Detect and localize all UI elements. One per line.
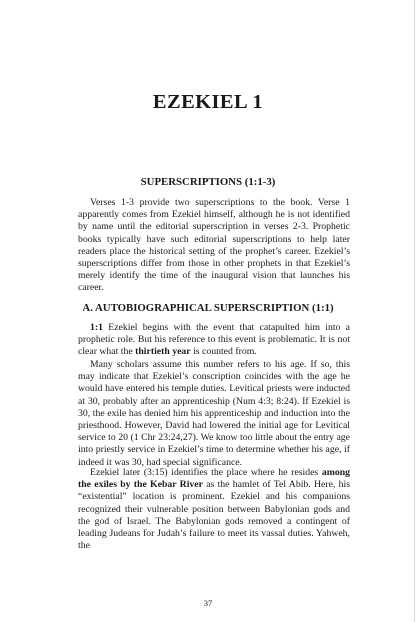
- paragraph-text: Ezekiel later (3:15) identifies the place where he resides: [90, 467, 322, 478]
- lemma-phrase: among the exiles by the Kebar River: [78, 467, 350, 491]
- intro-paragraph: Verses 1-3 provide two superscriptions to the book. Verse 1 apparently comes from Ezekiel himself, although he is not identified by name until the editorial superscription in verses 2-3. Prophetic books typically have such editorial superscriptions to help later readers place the historical setting of the prophet’s career. Ezekiel’s superscriptions differ from those in other prophets in that Ezekiel’s merely identify the time of the inaugural vision that launches his career.: [78, 197, 350, 294]
- chapter-title: EZEKIEL 1: [152, 91, 264, 113]
- paragraph-text: as the hamlet of Tel Abib. Here, his “existential” location is prominent. Ezekiel and his companions recognized their vulnerable position between Babylonian gods and the god of Israel. The Babylonian gods removed a contingent of leading Judeans for Judah’s failure to meet its vassal duties. Yahweh, the: [78, 479, 350, 552]
- commentary-paragraph-3: [78, 467, 350, 552]
- lemma-phrase: thirtieth year: [135, 346, 191, 358]
- commentary-paragraph-1: [78, 322, 350, 359]
- section-heading: SUPERSCRIPTIONS (1:1-3): [140, 176, 276, 188]
- paragraph-text: Ezekiel begins with the event that catapulted him into a prophetic role. But his reference to this event is problematic. It is not clear what the: [78, 322, 350, 358]
- paragraph-text: is counted from.: [190, 346, 257, 358]
- commentary-paragraph-2: Many scholars assume this number refers to his age. If so, this may indicate that Ezekiel’s conscription coincides with the age he would have entered his temple duties. Levitical priests were inducted at 30, probably after an apprenticeship (Num 4:3; 8:24). If Ezekiel is 30, the exile has denied him his apprenticeship and induction into the priesthood. However, David had lowered the initial age for Levitical service to 20 (1 Chr 23:24,27). We know too little about the entry age into priestly service in Ezekiel’s time to determine whether his age, if indeed it was 30, had special significance.: [78, 359, 350, 468]
- subsection-heading: A. AUTOBIOGRAPHICAL SUPERSCRIPTION (1:1): [82, 302, 334, 314]
- verse-reference: 1:1: [90, 322, 103, 333]
- page-number: 37: [203, 598, 213, 608]
